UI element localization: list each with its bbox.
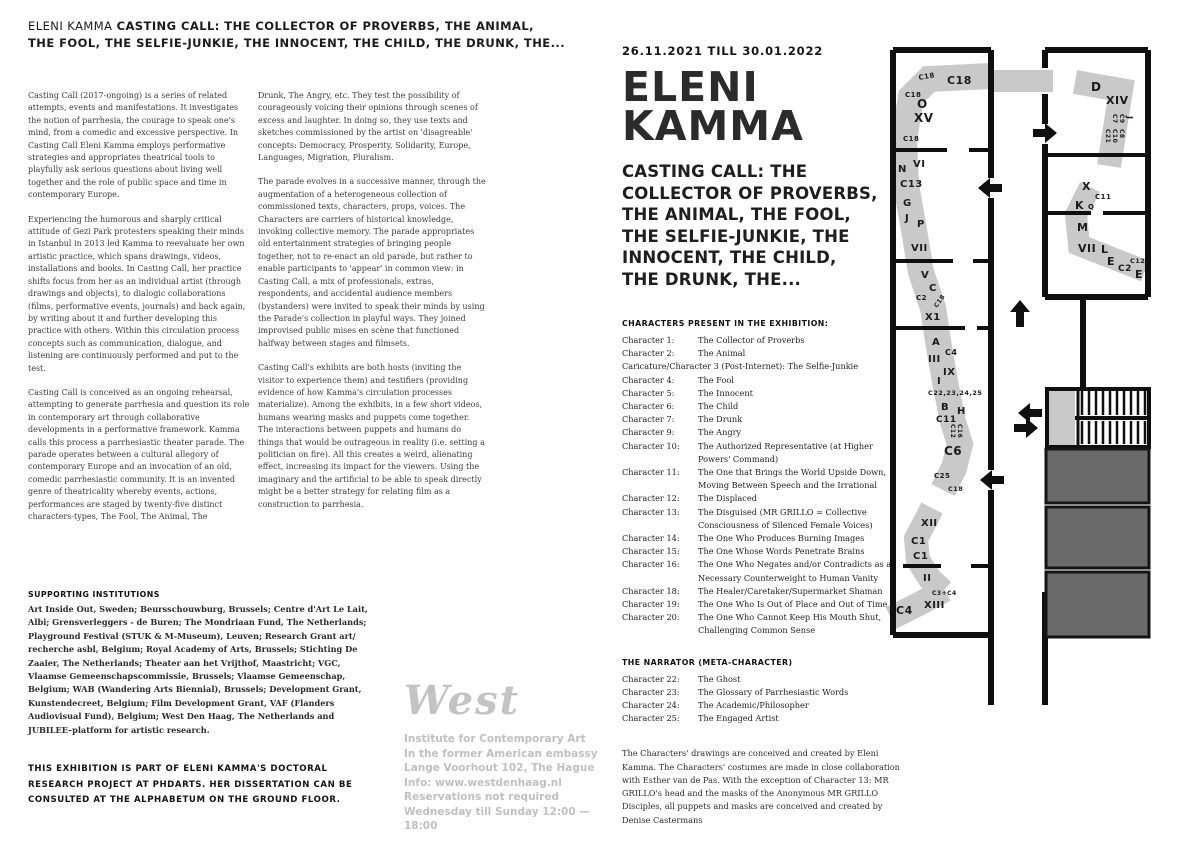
- character-description: The Collector of Proverbs: [698, 335, 805, 345]
- exhibition-dates: 26.11.2021 TILL 30.01.2022: [622, 44, 824, 58]
- character-row: [622, 466, 896, 492]
- map-room-label: H: [957, 406, 966, 417]
- character-row: [622, 400, 896, 413]
- map-room-label: K: [1075, 199, 1085, 212]
- character-number: Character 7:: [622, 414, 675, 425]
- character-number: Character 20:: [622, 612, 680, 623]
- character-number: Character 18:: [622, 585, 680, 596]
- credits-paragraph: The Characters' drawings are conceived and created by Eleni Kamma. The Characters' costumes are made in close collaboration with Esther van de Pas. With the exception of Character 13: MR GRILLO's head and the masks of the Anonymous MR GRILLO Disciples, all puppets and masks are conceived and created by Denise Castermans: [622, 748, 900, 825]
- character-description: The Angry: [698, 427, 742, 438]
- west-logo: West: [404, 677, 521, 724]
- map-room-label: G: [903, 198, 912, 209]
- map-room-label: C4: [945, 348, 958, 357]
- map-room-label: C16: [956, 424, 963, 439]
- map-room-label: I: [937, 376, 942, 387]
- character-row: [622, 673, 896, 686]
- map-room-label: C6: [944, 444, 963, 458]
- character-description: The One that Brings the World Upside Down, Moving Between Speech and the Irrational: [698, 467, 887, 491]
- arrow-right-icon: [1033, 123, 1057, 143]
- character-number: Character 11:: [622, 467, 680, 478]
- character-number: Character 6:: [622, 401, 675, 412]
- map-room-label: V: [921, 270, 930, 281]
- character-description: The One Whose Words Penetrate Brains: [698, 546, 865, 557]
- character-row: [622, 492, 896, 505]
- map-room-label: IX: [943, 367, 956, 378]
- artist-title-line1: ELENI: [622, 63, 759, 111]
- character-row: [622, 699, 896, 712]
- character-number: Character 14:: [622, 533, 680, 544]
- essay-column-1: [28, 90, 252, 535]
- map-room-label: E: [1107, 255, 1116, 268]
- map-room-label: C11: [1095, 193, 1112, 201]
- character-description: The Glossary of Parrhesiastic Words: [698, 686, 849, 697]
- character-row: [622, 558, 896, 584]
- character-number: Character 4:: [622, 374, 675, 385]
- character-number: Character 15:: [622, 546, 680, 557]
- character-row: [622, 506, 896, 532]
- map-room-label: N: [898, 164, 907, 175]
- map-room-label: C12: [949, 424, 956, 439]
- arrow-left-icon: [1018, 403, 1042, 423]
- character-description: The Child: [698, 401, 739, 412]
- closed-rooms: [1046, 449, 1149, 637]
- venue-address-line: In the former American embassy: [404, 747, 598, 760]
- masthead-title-line2: THE FOOL, THE SELFIE-JUNKIE, THE INNOCENT, THE CHILD, THE DRUNK, THE...: [28, 36, 566, 50]
- essay-paragraph: Casting Call (2017-ongoing) is a series of related attempts, events and manifestations. It investigates the notion of parrhesia, the courage to speak one's mind, from a comedic and excessive perspective. In Casting Call Eleni Kamma employs performative strategies and appropriates theatrical tools to playfully ask serious questions about living well together and the role of public space and time in contemporary Europe.: [28, 91, 239, 200]
- masthead-artist: ELENI KAMMA: [28, 19, 117, 33]
- character-row: [622, 426, 896, 439]
- character-description: The Engaged Artist: [698, 713, 779, 724]
- supporting-institutions-body: Art Inside Out, Sweden; Beursschouwburg, Brussels; Centre d'Art Le Lait, Albi; Grensverleggers - de Buren; The Mondriaan Fund, The Netherlands; Playground Festival (STUK & M-Museum), Leuven; Research Grant art/ recherche asbl, Belgium; Royal Academy of Arts, Brussels; Stichting De Zaaier, The Netherlands; Theater aan het Vrijthof, Maastricht; VGC, Vlaamse Gemeenschapscommissie, Brussels; Vlaamse Gemeenschap, Belgium; WAB (Wandering Arts Biennial), Brussels; Development Grant, Kunstendecreet, Belgium; Film Development Grant, VAF (Flanders Audiovisual Fund), Belgium; West Den Haag, The Netherlands and JUBILEE–platform for artistic research.: [28, 604, 368, 735]
- subtitle-line: COLLECTOR OF PROVERBS,: [622, 183, 878, 203]
- character-description: The One Who Produces Burning Images: [698, 533, 865, 544]
- map-room-label: C12: [1130, 257, 1146, 265]
- character-number: Character 25:: [622, 713, 680, 724]
- map-room-label: C3+C4: [932, 590, 957, 597]
- narrator-heading: THE NARRATOR (META-CHARACTER): [622, 657, 793, 667]
- character-row: [622, 598, 896, 611]
- subtitle-line: THE DRUNK, THE...: [622, 269, 802, 289]
- map-room-label: XIV: [1106, 94, 1129, 107]
- map-room-label: VII: [1078, 242, 1097, 255]
- character-row: [622, 585, 896, 598]
- essay-paragraph: Drunk, The Angry, etc. They test the possibility of courageously voicing their opinions through scenes of excess and laughter. In doing so, they use texts and sketches commissioned by the artist on 'disagreable' concepts: Democracy, Prosperity, Solidarity, Europe, Languages, Migration, Pluralism.: [258, 91, 478, 163]
- character-number: Character 10:: [622, 440, 680, 451]
- character-number: Character 2:: [622, 348, 675, 359]
- map-room-label: C8: [1118, 129, 1125, 139]
- map-room-label: C18: [932, 293, 947, 310]
- narrator-list: [622, 673, 896, 726]
- essay-paragraph: The parade evolves in a successive manner, through the augmentation of a heterogeneous collection of commissioned texts, characters, props, voices. The Characters are carriers of historical knowledge, invoking collective memory. The parade appropriates old entertainment strategies of bringing people together, not to re-enact an old parade, but rather to enable participants to 'appear' in common view: in Casting Call, a mix of professionals, extras, respondents, and accidental audience members (bystanders) were invited to speak their minds by using the Parade's collection in playful ways. They joined improvised public mises en scène that functioned halfway between stages and filmsets.: [258, 177, 486, 348]
- artist-title-line2: KAMMA: [622, 102, 804, 150]
- map-room-label: C21: [1104, 129, 1111, 144]
- map-room-label: C7: [1111, 114, 1118, 124]
- map-room-label: D: [1091, 80, 1102, 94]
- map-room-label: C1: [911, 536, 927, 547]
- map-room-label: C18: [917, 71, 936, 82]
- character-number: Character 12:: [622, 493, 680, 504]
- subtitle-line: CASTING CALL: THE: [622, 162, 808, 181]
- map-room-label: III: [928, 354, 941, 365]
- character-number: Character 1:: [622, 335, 675, 345]
- map-room-label: M: [1077, 221, 1089, 234]
- characters-list: [622, 334, 896, 638]
- character-row: [622, 374, 896, 387]
- exhibition-subtitle: [622, 161, 896, 290]
- character-description: The Academic/Philosopher: [698, 700, 809, 711]
- map-room-label: XIII: [924, 600, 945, 611]
- venue-block: [404, 677, 619, 834]
- map-room-label: C1: [913, 551, 929, 562]
- subtitle-line: THE ANIMAL, THE FOOL,: [622, 205, 851, 224]
- venue-address-line: Lange Voorhout 102, The Hague: [404, 762, 595, 774]
- supporting-institutions-heading: SUPPORTING INSTITUTIONS: [28, 590, 160, 599]
- character-description: The Ghost: [698, 673, 741, 684]
- character-description: The Healer/Caretaker/Supermarket Shaman: [698, 585, 883, 596]
- character-row: [622, 387, 896, 400]
- character-description: The Displaced: [698, 493, 757, 504]
- map-room-label: C4: [896, 604, 913, 617]
- arrow-left-icon: [978, 178, 1002, 198]
- character-number: Character 19:: [622, 599, 680, 610]
- essay-column-2: [258, 90, 486, 523]
- floor-plan-map: [885, 40, 1191, 712]
- character-description: The Fool: [698, 374, 734, 385]
- map-room-label: L: [1101, 243, 1109, 256]
- venue-address-line: Institute for Contemporary Art: [404, 733, 586, 745]
- map-room-label: II: [923, 573, 932, 584]
- arrow-left-icon: [980, 470, 1004, 490]
- map-room-label: XII: [921, 518, 938, 529]
- character-description: The Disguised (MR GRILLO = Collective Consciousness of Silenced Female Voices): [698, 506, 873, 530]
- map-room-label: C10: [1111, 129, 1118, 144]
- map-room-label: C9: [1118, 114, 1125, 124]
- map-room-label: VII: [911, 243, 928, 254]
- character-row: [622, 334, 896, 347]
- map-room-label: A: [932, 337, 941, 348]
- map-room-label: X1: [925, 312, 941, 323]
- character-description: The Authorized Representative (at Higher Powers' Command): [698, 440, 873, 464]
- character-row: [622, 712, 896, 725]
- venue-address-line: Info: www.westdenhaag.nl: [404, 776, 562, 789]
- venue-address-line: Reservations not required: [404, 791, 559, 803]
- character-row: [622, 686, 896, 699]
- map-room-label: Q: [1088, 203, 1095, 211]
- character-number: Character 22:: [622, 673, 680, 684]
- map-room-label: C2: [916, 294, 928, 302]
- character-description: The One Who Negates and/or Contradicts as a Necessary Counterweight to Human Vanity: [698, 559, 892, 583]
- map-room-label: C11: [936, 415, 957, 425]
- supporting-institutions: [28, 590, 368, 737]
- character-description: The One Who Cannot Keep His Mouth Shut, Challenging Common Sense: [698, 612, 882, 636]
- essay-paragraph: Casting Call is conceived as an ongoing rehearsal, attempting to generate parrhesia and question its role in contemporary art through collaborative developments in a performative framework. Kamma calls this process a parrhesiastic theater parade. The parade operates between a cultural allegory of contemporary Europe and an invocation of an old, comedic parrhesiastic community. It is an invented genre of theatricality whereby events, actions, performances are staged by twenty-five distinct characters-types, The Fool, The Animal, The: [28, 387, 250, 521]
- venue-address: [404, 732, 619, 834]
- map-room-label: P: [917, 219, 925, 230]
- right-page-column: [622, 44, 900, 827]
- map-room-label: B: [941, 402, 950, 413]
- map-room-label: C25: [934, 472, 951, 480]
- venue-address-line: Wednesday till Sunday 12:00 — 18:00: [404, 805, 590, 832]
- map-room-label: VI: [913, 159, 926, 170]
- exhibition-artist-title: [622, 63, 896, 150]
- character-number: Character 9:: [622, 427, 675, 438]
- character-row: [622, 440, 896, 466]
- map-room-label: C18: [947, 74, 972, 87]
- map-room-label: J: [905, 213, 910, 224]
- map-room-label: C13: [900, 179, 923, 190]
- character-description: The Drunk: [698, 414, 743, 425]
- doctoral-note: THIS EXHIBITION IS PART OF ELENI KAMMA'S DOCTORAL RESEARCH PROJECT AT PHDARTS. HER DISSERTATION CAN BE CONSULTED AT THE ALPHABETUM ON THE GROUND FLOOR.: [28, 764, 353, 805]
- masthead: [28, 18, 588, 52]
- character-number: Character 13:: [622, 506, 680, 517]
- character-description: The Animal: [698, 348, 746, 359]
- character-description: The Innocent: [698, 387, 753, 398]
- map-room-label: J: [1125, 116, 1134, 120]
- route-corridor-band: [991, 70, 1053, 92]
- character-number: Character 16:: [622, 559, 680, 570]
- character-row: [622, 413, 896, 426]
- character-row: [622, 532, 896, 545]
- character-description: Caricature/Character 3 (Post-Internet): The Selfie-Junkie: [622, 361, 859, 372]
- character-number: Character 5:: [622, 387, 675, 398]
- characters-heading: CHARACTERS PRESENT IN THE EXHIBITION:: [622, 319, 829, 328]
- character-row: [622, 360, 896, 373]
- map-room-label: C2: [1118, 264, 1132, 274]
- map-room-label: C22,23,24,25: [928, 389, 983, 397]
- character-number: Character 23:: [622, 686, 680, 697]
- arrow-up-icon: [1010, 300, 1030, 327]
- masthead-title-line1: CASTING CALL: THE COLLECTOR OF PROVERBS, THE ANIMAL,: [116, 19, 534, 33]
- subtitle-line: INNOCENT, THE CHILD,: [622, 248, 837, 267]
- map-room-label: C18: [948, 485, 964, 493]
- map-room-label: C18: [903, 135, 920, 143]
- arrow-right-icon: [1014, 418, 1038, 438]
- subtitle-line: THE SELFIE-JUNKIE, THE: [622, 226, 850, 246]
- character-number: Character 24:: [622, 700, 680, 711]
- character-row: [622, 611, 896, 637]
- map-room-label: XV: [914, 111, 934, 125]
- map-room-label: C: [929, 283, 937, 294]
- essay-paragraph: Experiencing the humorous and sharply critical attitude of Gezi Park protesters speaking their minds in Istanbul in 2013 led Kamma to reevaluate her own artistic practice, which spans drawings, videos, installations and books. In Casting Call, her practice shifts focus from her as an individual artist (through drawings and objects), to dialogic collaborations (films, performative events, journals) and back again, by writing about it and further developing this practice with others. Within this circulation process concepts such as communication, dialogue, and listening are continuously performed and put to the test.: [28, 214, 246, 373]
- character-description: The One Who Is Out of Place and Out of Time: [698, 599, 888, 610]
- map-room-label: E: [1135, 268, 1144, 281]
- character-row: [622, 347, 896, 360]
- staircase: [1047, 389, 1149, 447]
- map-room-label: X: [1082, 180, 1091, 193]
- essay-paragraph: Casting Call's exhibits are both hosts (inviting the visitor to experience them) and testifiers (providing evidence of how Kamma's circulation processes materialize). Among the exhibits, in a few short videos, humans wearing masks and puppets come together. The interactions between puppets and humans do things that would be outrageous in reality (i.e. setting a politician on fire). All this creates a weird, alienating effect, increasing its impact for the viewers. Using the imaginary and the artificial to be able to speak directly might be a better strategy for relating film as a construction to parrhesia.: [258, 363, 485, 509]
- map-room-label: C18: [905, 91, 922, 99]
- map-room-label: O: [917, 97, 928, 111]
- character-row: [622, 545, 896, 558]
